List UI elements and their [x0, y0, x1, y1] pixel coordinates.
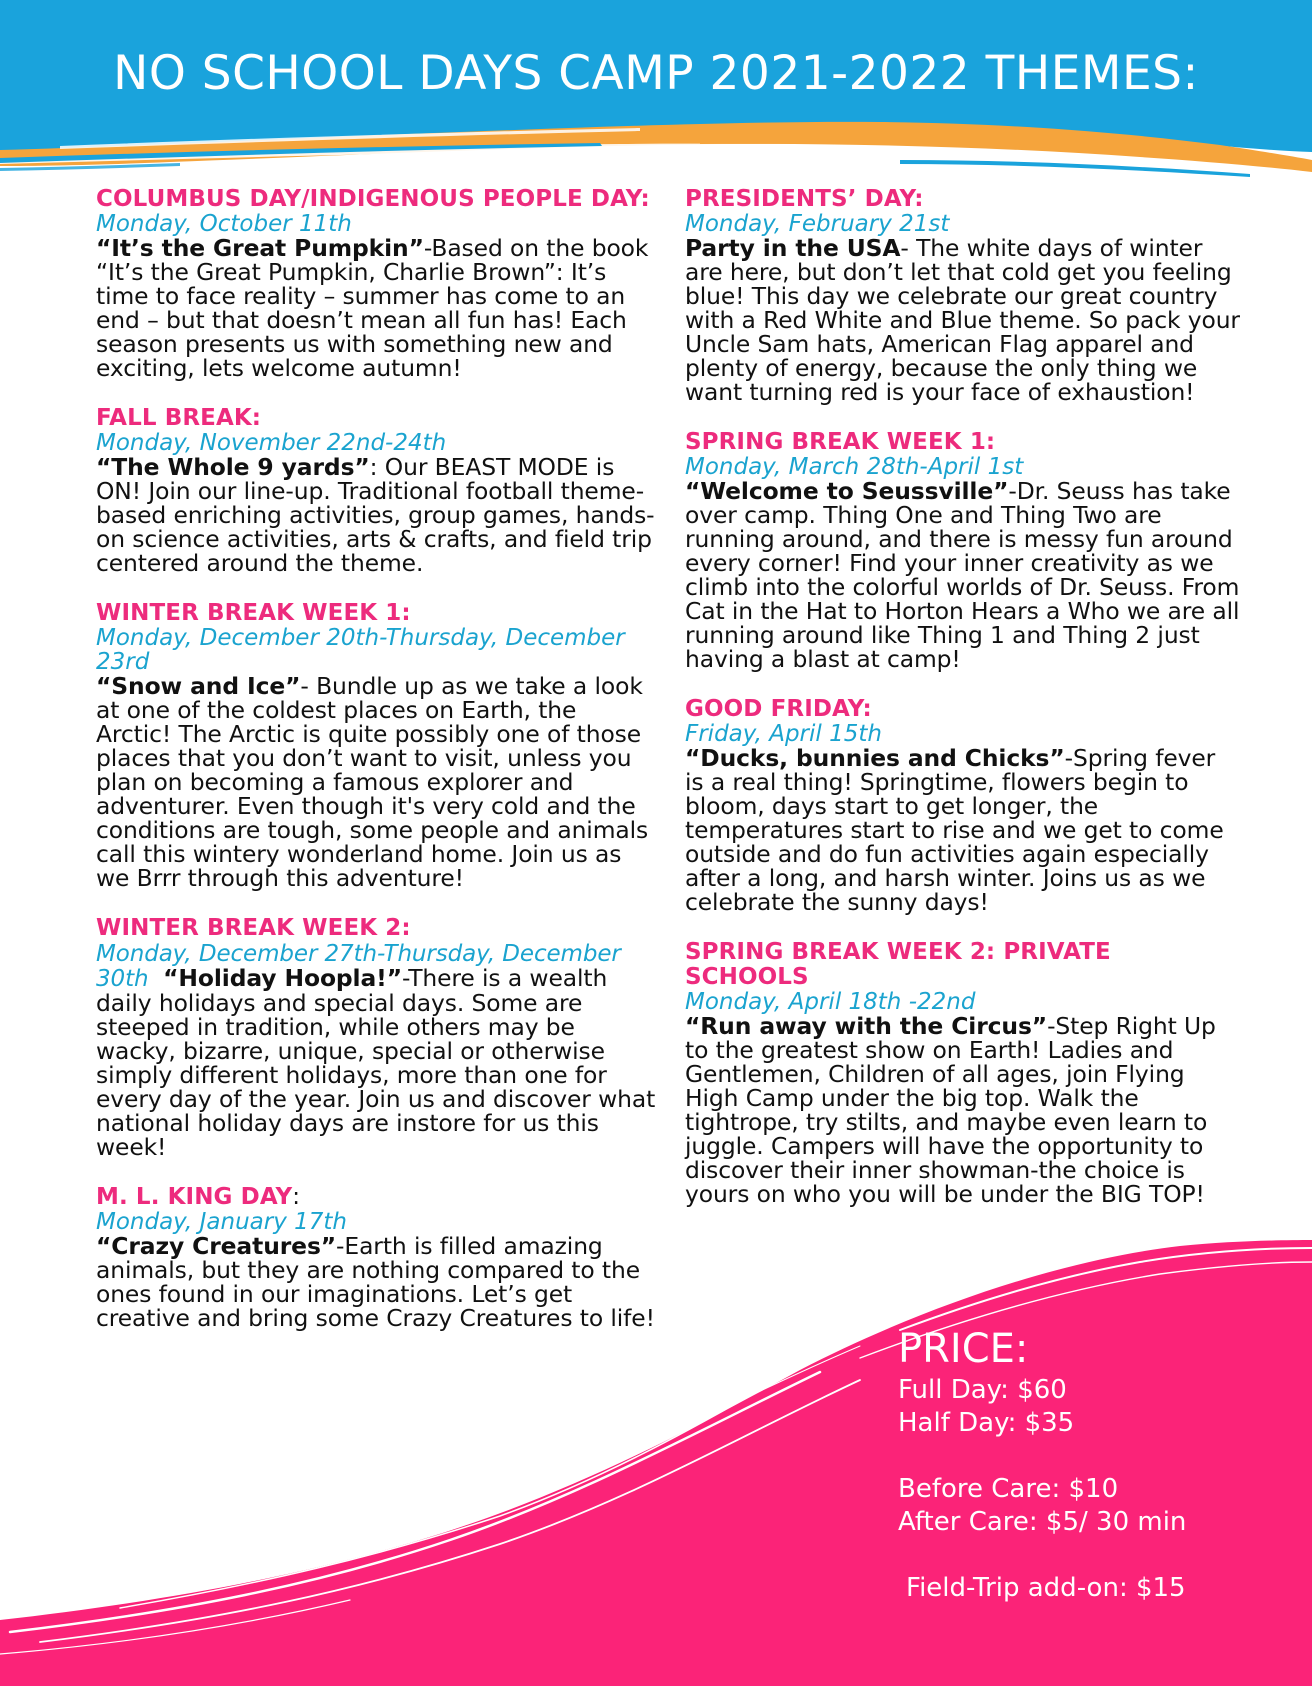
section-body	[96, 941, 656, 1159]
price-after-care: After Care: $5/ 30 min	[898, 1507, 1187, 1537]
section-body	[685, 236, 1240, 404]
section-heading: PRESIDENTS’ DAY:	[685, 186, 924, 212]
theme-name: “Run away with the Circus”	[685, 1012, 1048, 1040]
left-column	[96, 187, 656, 1356]
section-body	[96, 236, 656, 380]
theme-name: “It’s the Great Pumpkin”	[96, 234, 424, 262]
price-half-day: Half Day: $35	[898, 1408, 1075, 1438]
section-fall-break	[96, 406, 656, 575]
theme-name: “Ducks, bunnies and Chicks”	[685, 744, 1065, 772]
section-presidents-day	[685, 187, 1240, 404]
section-heading: SPRING BREAK WEEK 1:	[685, 429, 996, 455]
section-winter-break-week-2	[96, 916, 656, 1159]
section-body	[685, 746, 1240, 914]
section-date: Monday, March 28th-April 1st	[685, 454, 1024, 480]
section-date: Monday, April 18th -22nd	[685, 989, 976, 1015]
section-date: Monday, December 20th-Thursday, December 23rd	[96, 625, 625, 675]
theme-name: “Welcome to Seussville”	[685, 477, 1009, 505]
section-ml-king-day	[96, 1185, 656, 1330]
section-date: Monday, February 21st	[685, 211, 950, 237]
theme-description: - The white days of winter are here, but don’t let that cold get you feeling blue! This day we celebrate our great country with a Red White and Blue theme. So pack your Uncle Sam hats, American Flag apparel and plenty of energy, because the only thing we want turning red is your face of exhaustion!	[685, 234, 1240, 406]
section-date: Monday, November 22nd-24th	[96, 430, 447, 456]
section-heading: GOOD FRIDAY:	[685, 696, 872, 722]
section-body	[96, 1234, 656, 1330]
price-spacer	[898, 1440, 1298, 1473]
price-spacer	[898, 1539, 1298, 1572]
section-heading: FALL BREAK:	[96, 405, 262, 431]
theme-description: : Our BEAST MODE is ON! Join our line-up. Traditional football theme-based enriching activities, group games, hands-on science activities, arts & crafts, and field trip centered around the theme.	[96, 453, 655, 577]
section-heading	[96, 1185, 656, 1210]
section-good-friday	[685, 697, 1240, 914]
section-date: Friday, April 15th	[685, 721, 882, 747]
theme-name: “Holiday Hoopla!”	[163, 964, 402, 992]
theme-description: -Based on the book “It’s the Great Pumpkin, Charlie Brown”: It’s time to face reality – summer has come to an end – but that doesn’t mean all fun has! Each season presents us with something new and exciting, lets welcome autumn!	[96, 234, 649, 382]
theme-description: -There is a wealth daily holidays and special days. Some are steeped in tradition, while others may be wacky, bizarre, unique, special or otherwise simply different holidays, more than one for every day of the year. Join us and discover what national holiday days are instore for us this week!	[96, 964, 656, 1161]
theme-name: “The Whole 9 yards”	[96, 453, 370, 481]
section-date: Monday, December 27th-Thursday, December 30th	[96, 941, 621, 992]
theme-name: Party in the USA	[685, 234, 901, 262]
section-body	[96, 674, 656, 890]
section-date: Monday, October 11th	[96, 211, 352, 237]
theme-description: -Step Right Up to the greatest show on Earth! Ladies and Gentlemen, Children of all ages, join Flying High Camp under the big top. Walk the tightrope, try stilts, and maybe even learn to juggle. Campers will have the opportunity to discover their inner showman-the choice is yours on who you will be under the BIG TOP!	[685, 1012, 1216, 1208]
page-title: NO SCHOOL DAYS CAMP 2021-2022 THEMES:	[113, 46, 1199, 101]
section-heading-suffix: :	[292, 1184, 301, 1210]
theme-description: - Bundle up as we take a look at one of the coldest places on Earth, the Arctic! The Arctic is quite possibly one of those places that you don’t want to visit, unless you plan on becoming a famous explorer and adventurer. Even though it's very cold and the conditions are tough, some people and animals call this wintery wonderland home. Join us as we Brrr through this adventure!	[96, 672, 649, 892]
section-heading: SPRING BREAK WEEK 2: PRIVATE SCHOOLS	[685, 939, 1111, 990]
section-heading: WINTER BREAK WEEK 1:	[96, 600, 411, 626]
price-heading: PRICE:	[898, 1326, 1029, 1372]
theme-name: “Crazy Creatures”	[96, 1232, 337, 1260]
theme-description: -Dr. Seuss has take over camp. Thing One and Thing Two are running around, and there is messy fun around every corner! Find your inner creativity as we climb into the colorful worlds of Dr. Seuss. From Cat in the Hat to Horton Hears a Who we are all running around like Thing 1 and Thing 2 just having a blast at camp!	[685, 477, 1240, 673]
price-field-trip: Field-Trip add-on: $15	[906, 1573, 1186, 1603]
theme-description: -Spring fever is a real thing! Springtime, flowers begin to bloom, days start to get longer, the temperatures start to rise and we get to come outside and do fun activities again especially after a long, and harsh winter. Joins us as we celebrate the sunny days!	[685, 744, 1224, 916]
section-spring-break-week-1	[685, 430, 1240, 671]
theme-description: -Earth is filled amazing animals, but they are nothing compared to the ones found in our imaginations. Let’s get creative and bring some Crazy Creatures to life!	[96, 1232, 655, 1332]
section-spring-break-week-2	[685, 940, 1240, 1206]
section-heading: WINTER BREAK WEEK 2:	[96, 915, 411, 941]
section-date: Monday, January 17th	[96, 1209, 348, 1235]
section-body	[685, 1014, 1240, 1206]
section-columbus-day	[96, 187, 656, 380]
section-body	[96, 455, 656, 575]
section-winter-break-week-1	[96, 601, 656, 890]
section-heading-text: M. L. KING DAY	[96, 1184, 293, 1210]
price-full-day: Full Day: $60	[898, 1375, 1067, 1405]
price-before-care: Before Care: $10	[898, 1474, 1119, 1504]
theme-name: “Snow and Ice”	[96, 672, 301, 700]
section-body	[685, 479, 1240, 671]
right-column	[685, 187, 1240, 1232]
section-heading: COLUMBUS DAY/INDIGENOUS PEOPLE DAY:	[96, 186, 650, 212]
price-box	[898, 1326, 1298, 1605]
